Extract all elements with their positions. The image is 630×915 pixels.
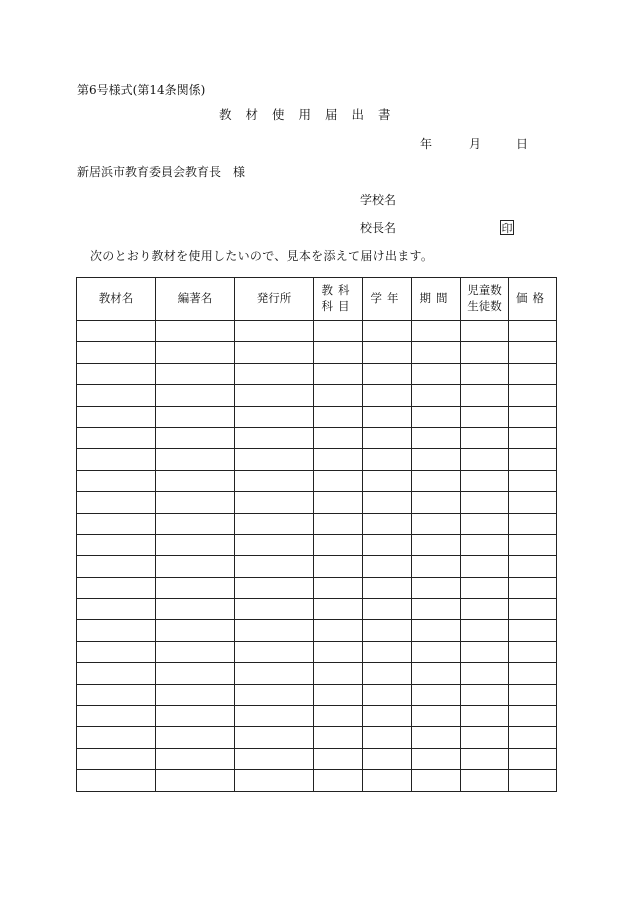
- table-row: [77, 385, 557, 406]
- table-cell[interactable]: [314, 513, 363, 534]
- table-cell[interactable]: [363, 577, 412, 598]
- table-cell[interactable]: [363, 321, 412, 342]
- table-cell[interactable]: [412, 556, 461, 577]
- table-row: [77, 470, 557, 491]
- table-cell[interactable]: [461, 556, 509, 577]
- table-cell[interactable]: [156, 427, 235, 448]
- table-row: [77, 599, 557, 620]
- table-cell[interactable]: [314, 727, 363, 748]
- table-cell[interactable]: [235, 684, 314, 705]
- table-cell[interactable]: [314, 663, 363, 684]
- table-cell[interactable]: [509, 641, 557, 662]
- date-year-label: 年: [420, 137, 433, 151]
- table-cell[interactable]: [77, 385, 156, 406]
- table-cell[interactable]: [461, 534, 509, 555]
- table-cell[interactable]: [363, 427, 412, 448]
- table-cell[interactable]: [156, 684, 235, 705]
- table-cell[interactable]: [363, 556, 412, 577]
- table-cell[interactable]: [363, 684, 412, 705]
- table-cell[interactable]: [412, 406, 461, 427]
- table-cell[interactable]: [363, 406, 412, 427]
- table-cell[interactable]: [461, 770, 509, 791]
- table-cell[interactable]: [509, 556, 557, 577]
- table-header-row: [77, 278, 557, 321]
- table-cell[interactable]: [77, 321, 156, 342]
- table-cell[interactable]: [314, 492, 363, 513]
- table-cell[interactable]: [363, 363, 412, 384]
- date-day-label: 日: [516, 137, 529, 151]
- table-cell[interactable]: [77, 684, 156, 705]
- table-cell[interactable]: [461, 427, 509, 448]
- table-cell[interactable]: [77, 342, 156, 363]
- table-cell[interactable]: [412, 684, 461, 705]
- table-row: [77, 321, 557, 342]
- table-cell[interactable]: [461, 706, 509, 727]
- table-cell[interactable]: [314, 556, 363, 577]
- table-cell[interactable]: [412, 363, 461, 384]
- table-row: [77, 706, 557, 727]
- table-cell[interactable]: [235, 620, 314, 641]
- table-row: [77, 684, 557, 705]
- table-cell[interactable]: [156, 534, 235, 555]
- table-cell[interactable]: [509, 706, 557, 727]
- table-cell[interactable]: [235, 449, 314, 470]
- table-cell[interactable]: [235, 727, 314, 748]
- table-cell[interactable]: [509, 492, 557, 513]
- seal-box: 印: [501, 222, 513, 235]
- date-month-label: 月: [469, 137, 482, 151]
- table-cell[interactable]: [156, 513, 235, 534]
- table-cell[interactable]: [412, 770, 461, 791]
- table-cell[interactable]: [314, 641, 363, 662]
- table-cell[interactable]: [156, 556, 235, 577]
- header-grade: 学年: [363, 278, 412, 321]
- table-body: [77, 321, 557, 792]
- table-cell[interactable]: [235, 577, 314, 598]
- table-cell[interactable]: [235, 492, 314, 513]
- table-cell[interactable]: [509, 577, 557, 598]
- table-cell[interactable]: [509, 470, 557, 491]
- table-cell[interactable]: [412, 620, 461, 641]
- table-cell[interactable]: [461, 385, 509, 406]
- table-cell[interactable]: [461, 663, 509, 684]
- table-cell[interactable]: [314, 342, 363, 363]
- table-cell[interactable]: [77, 748, 156, 769]
- table-cell[interactable]: [77, 470, 156, 491]
- addressee: 新居浜市教育委員会教育長 様: [77, 165, 246, 179]
- table-cell[interactable]: [156, 470, 235, 491]
- table-cell[interactable]: [77, 406, 156, 427]
- table-cell[interactable]: [156, 406, 235, 427]
- table-cell[interactable]: [77, 449, 156, 470]
- table-cell[interactable]: [235, 556, 314, 577]
- table-cell[interactable]: [77, 599, 156, 620]
- table-cell[interactable]: [314, 706, 363, 727]
- table-cell[interactable]: [412, 385, 461, 406]
- table-cell[interactable]: [235, 706, 314, 727]
- table-cell[interactable]: [363, 770, 412, 791]
- table-cell[interactable]: [509, 663, 557, 684]
- table-cell[interactable]: [412, 492, 461, 513]
- table-cell[interactable]: [77, 492, 156, 513]
- table-cell[interactable]: [314, 534, 363, 555]
- table-cell[interactable]: [363, 385, 412, 406]
- table-row: [77, 363, 557, 384]
- table-cell[interactable]: [461, 342, 509, 363]
- table-cell[interactable]: [156, 727, 235, 748]
- table-cell[interactable]: [77, 663, 156, 684]
- table-row: [77, 449, 557, 470]
- table-cell[interactable]: [461, 599, 509, 620]
- table-row: [77, 492, 557, 513]
- header-material-name: 教材名: [77, 278, 156, 321]
- table-cell[interactable]: [235, 427, 314, 448]
- table-cell[interactable]: [509, 684, 557, 705]
- table-cell[interactable]: [314, 449, 363, 470]
- table-cell[interactable]: [314, 427, 363, 448]
- table-cell[interactable]: [461, 620, 509, 641]
- header-subject: 教科 科目: [314, 278, 363, 321]
- table-cell[interactable]: [77, 727, 156, 748]
- table-cell[interactable]: [314, 599, 363, 620]
- table-cell[interactable]: [509, 770, 557, 791]
- table-cell[interactable]: [509, 427, 557, 448]
- table-cell[interactable]: [235, 534, 314, 555]
- statement-text: 次のとおり教材を使用したいので、見本を添えて届け出ます。: [90, 249, 434, 263]
- header-publisher: 発行所: [235, 278, 314, 321]
- table-cell[interactable]: [77, 427, 156, 448]
- table-cell[interactable]: [156, 363, 235, 384]
- table-cell[interactable]: [156, 599, 235, 620]
- table-cell[interactable]: [363, 599, 412, 620]
- table-cell[interactable]: [156, 748, 235, 769]
- table-cell[interactable]: [461, 492, 509, 513]
- material-table: [76, 277, 557, 792]
- table-cell[interactable]: [412, 449, 461, 470]
- table-cell[interactable]: [363, 470, 412, 491]
- table-cell[interactable]: [235, 342, 314, 363]
- table-cell[interactable]: [235, 641, 314, 662]
- table-cell[interactable]: [509, 599, 557, 620]
- table-cell[interactable]: [461, 684, 509, 705]
- table-cell[interactable]: [412, 470, 461, 491]
- table-row: [77, 577, 557, 598]
- table-cell[interactable]: [235, 599, 314, 620]
- table-cell[interactable]: [156, 342, 235, 363]
- table-cell[interactable]: [461, 363, 509, 384]
- table-cell[interactable]: [412, 706, 461, 727]
- table-row: [77, 406, 557, 427]
- table-row: [77, 770, 557, 791]
- table-cell[interactable]: [235, 663, 314, 684]
- table-cell[interactable]: [77, 534, 156, 555]
- table-cell[interactable]: [314, 470, 363, 491]
- table-cell[interactable]: [363, 663, 412, 684]
- table-cell[interactable]: [412, 641, 461, 662]
- table-row: [77, 342, 557, 363]
- table-cell[interactable]: [314, 321, 363, 342]
- table-cell[interactable]: [363, 641, 412, 662]
- table-cell[interactable]: [363, 342, 412, 363]
- table-row: [77, 620, 557, 641]
- table-cell[interactable]: [77, 706, 156, 727]
- table-cell[interactable]: [461, 577, 509, 598]
- table-row: [77, 727, 557, 748]
- table-cell[interactable]: [314, 620, 363, 641]
- table-cell[interactable]: [156, 492, 235, 513]
- table-cell[interactable]: [235, 385, 314, 406]
- form-number: 第6号様式(第14条関係): [77, 83, 206, 97]
- table-cell[interactable]: [235, 321, 314, 342]
- table-cell[interactable]: [412, 427, 461, 448]
- table-cell[interactable]: [77, 770, 156, 791]
- table-cell[interactable]: [363, 513, 412, 534]
- table-row: [77, 663, 557, 684]
- table-cell[interactable]: [156, 321, 235, 342]
- table-cell[interactable]: [509, 342, 557, 363]
- table-cell[interactable]: [509, 449, 557, 470]
- header-price: 価格: [509, 278, 557, 321]
- table-cell[interactable]: [412, 727, 461, 748]
- table-cell[interactable]: [235, 748, 314, 769]
- document-title: 教材使用届出書: [219, 107, 405, 122]
- table-cell[interactable]: [77, 620, 156, 641]
- table-cell[interactable]: [363, 620, 412, 641]
- table-row: [77, 427, 557, 448]
- header-student-count: 児童数 生徒数: [461, 278, 509, 321]
- header-period: 期間: [412, 278, 461, 321]
- table-cell[interactable]: [156, 770, 235, 791]
- table-cell[interactable]: [461, 513, 509, 534]
- table-cell[interactable]: [314, 770, 363, 791]
- table-row: [77, 641, 557, 662]
- table-cell[interactable]: [412, 599, 461, 620]
- table-cell[interactable]: [314, 363, 363, 384]
- table-cell[interactable]: [156, 620, 235, 641]
- table-cell[interactable]: [314, 406, 363, 427]
- table-cell[interactable]: [77, 513, 156, 534]
- table-cell[interactable]: [509, 727, 557, 748]
- table-cell[interactable]: [235, 513, 314, 534]
- table-cell[interactable]: [363, 727, 412, 748]
- table-cell[interactable]: [509, 513, 557, 534]
- table-cell[interactable]: [461, 470, 509, 491]
- table-cell[interactable]: [363, 534, 412, 555]
- table-cell[interactable]: [412, 321, 461, 342]
- table-cell[interactable]: [77, 641, 156, 662]
- table-cell[interactable]: [314, 577, 363, 598]
- table-cell[interactable]: [156, 706, 235, 727]
- table-row: [77, 513, 557, 534]
- table-cell[interactable]: [412, 748, 461, 769]
- table-cell[interactable]: [509, 406, 557, 427]
- table-cell[interactable]: [235, 770, 314, 791]
- table-cell[interactable]: [461, 406, 509, 427]
- principal-name-label: 校長名: [360, 221, 397, 235]
- table-cell[interactable]: [363, 706, 412, 727]
- table-cell[interactable]: [314, 684, 363, 705]
- table-cell[interactable]: [461, 449, 509, 470]
- table-cell[interactable]: [156, 577, 235, 598]
- table-cell[interactable]: [363, 449, 412, 470]
- table-cell[interactable]: [363, 748, 412, 769]
- table-cell[interactable]: [363, 492, 412, 513]
- table-cell[interactable]: [235, 406, 314, 427]
- table-cell[interactable]: [509, 620, 557, 641]
- table-cell[interactable]: [461, 321, 509, 342]
- table-cell[interactable]: [461, 727, 509, 748]
- table-cell[interactable]: [509, 748, 557, 769]
- table-cell[interactable]: [235, 363, 314, 384]
- table-cell[interactable]: [77, 363, 156, 384]
- table-cell[interactable]: [412, 342, 461, 363]
- table-cell[interactable]: [412, 534, 461, 555]
- header-author: 編著名: [156, 278, 235, 321]
- table-cell[interactable]: [461, 641, 509, 662]
- table-cell[interactable]: [509, 534, 557, 555]
- table-cell[interactable]: [235, 470, 314, 491]
- table-cell[interactable]: [156, 385, 235, 406]
- table-cell[interactable]: [314, 748, 363, 769]
- table-cell[interactable]: [509, 321, 557, 342]
- table-cell[interactable]: [77, 556, 156, 577]
- table-cell[interactable]: [156, 449, 235, 470]
- table-row: [77, 556, 557, 577]
- table-cell[interactable]: [412, 577, 461, 598]
- table-cell[interactable]: [77, 577, 156, 598]
- table-cell[interactable]: [509, 385, 557, 406]
- table-cell[interactable]: [156, 641, 235, 662]
- table-row: [77, 534, 557, 555]
- table-cell[interactable]: [412, 663, 461, 684]
- table-cell[interactable]: [509, 363, 557, 384]
- table-cell[interactable]: [156, 663, 235, 684]
- table-row: [77, 748, 557, 769]
- table-cell[interactable]: [412, 513, 461, 534]
- table-cell[interactable]: [314, 385, 363, 406]
- school-name-label: 学校名: [360, 193, 397, 207]
- table-cell[interactable]: [461, 748, 509, 769]
